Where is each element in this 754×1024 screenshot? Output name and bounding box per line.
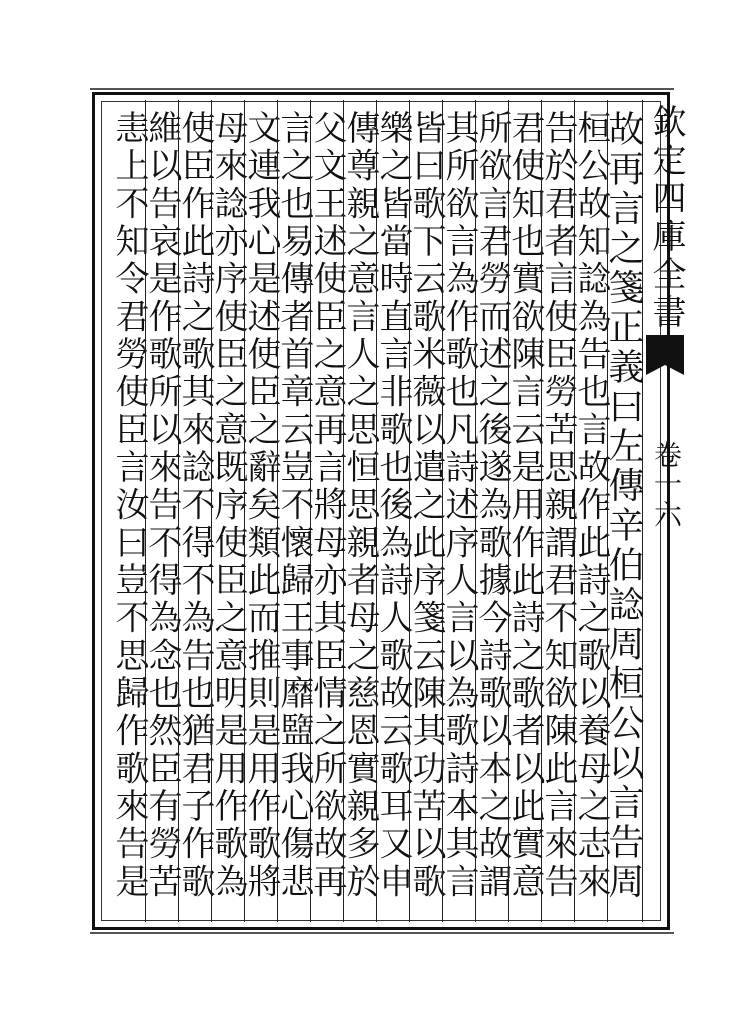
text-column-1: 故再言之箋正義曰左傳辛伯諗周桓公以言告周	[607, 100, 640, 922]
text-column-3: 告於君者言使臣勞苦思親謂君不知欲陳此言來告	[541, 100, 574, 922]
scan-edge-bottom	[90, 932, 674, 934]
text-column-7: 皆曰歌下云歌米薇以遣之此序箋云陳其功苦以歌	[409, 100, 442, 922]
text-column-13: 母來諗亦序使臣之意既序使臣之意明是用作歌為	[211, 100, 244, 922]
juan-label: 卷十六	[650, 440, 683, 530]
text-column-16: 恚上不知令君勞使臣言汝曰豈不思歸作歌來告是	[109, 110, 149, 901]
text-column-11: 言之也易傳者首章云豈不懷歸王事靡盬我心傷悲	[277, 100, 310, 922]
text-column-9: 傳尊親之意言人之思恒思親者母之慈恩實親多於	[343, 100, 376, 922]
text-column-2: 桓公故知諗為告也言故作此詩之歌以養母之志來	[574, 100, 607, 922]
text-column-10: 父文王述使臣之意再言將母亦其臣情之所欲故再	[310, 100, 343, 922]
collection-title: 欽定四庫全書	[646, 104, 686, 332]
text-column-14: 使臣作此詩之歌其來諗不得不為告也猶君子作歌	[178, 100, 211, 922]
text-column-8: 樂之皆當時直言非歌也後為詩人歌故云歌耳又申	[376, 100, 409, 922]
text-column-15: 維以告哀是作歌所以來告不得為念也然臣有勞苦	[145, 100, 178, 922]
text-column-5: 所欲言君勞而述之後遂為歌據今詩歌以本之故謂	[475, 100, 508, 922]
text-column-12: 文連我心是述使臣之辭矣類此而推則是用作歌將	[244, 100, 277, 922]
text-column-6: 其所欲言為作歌也凡詩述序人言以為歌詩本其言	[442, 100, 475, 922]
fishtail-mark	[646, 335, 684, 365]
main-text	[100, 100, 644, 922]
scan-edge-top	[90, 88, 674, 90]
text-column-4: 君使知也實欲陳言云是用作此詩之歌者以此實意	[508, 100, 541, 922]
